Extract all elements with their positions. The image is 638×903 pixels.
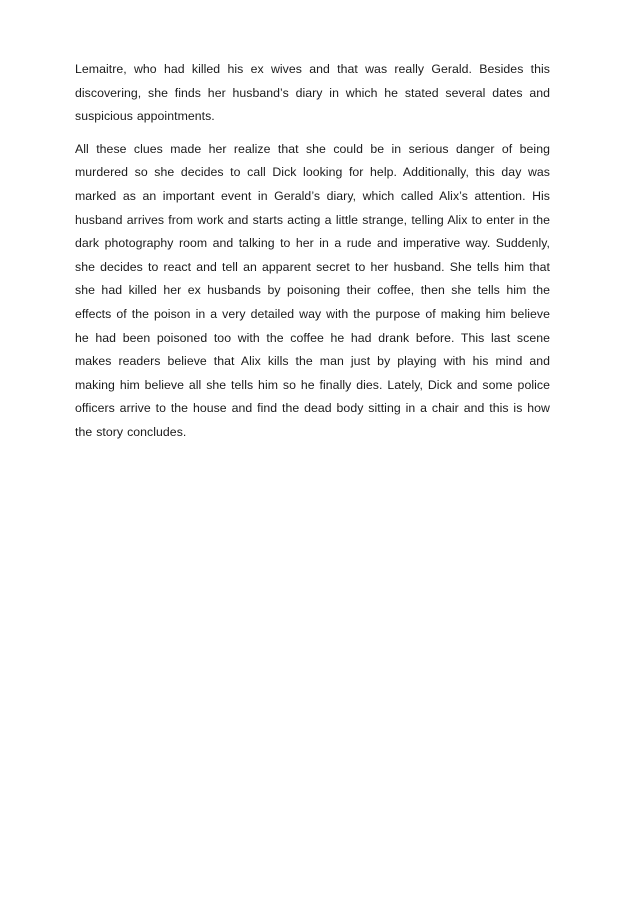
paragraph-2: All these clues made her realize that she could be in serious danger of being murdered so she decides to call Dick looking for help. Additionally, this day was marked as an important event in Gerald’s diary, which called Alix’s attention. His husband arrives from work and starts acting a little strange, telling Alix to enter in the dark photography room and talking to her in a rude and imperative way. Suddenly, she decides to react and tell an apparent secret to her husband. She tells him that she had killed her ex husbands by poisoning their coffee, then she tells him the effects of the poison in a very detailed way with the purpose of making him believe he had been poisoned too with the coffee he had drank before. This last scene makes readers believe that Alix kills the man just by playing with his mind and making him believe all she tells him so he finally dies. Lately, Dick and some police officers arrive to the house and find the dead body sitting in a chair and this is how the story concludes. [75, 141, 550, 439]
document-body [75, 58, 550, 454]
paragraph-1: Lemaitre, who had killed his ex wives and that was really Gerald. Besides this discovering, she finds her husband’s diary in which he stated several dates and suspicious appointments. [75, 62, 550, 124]
